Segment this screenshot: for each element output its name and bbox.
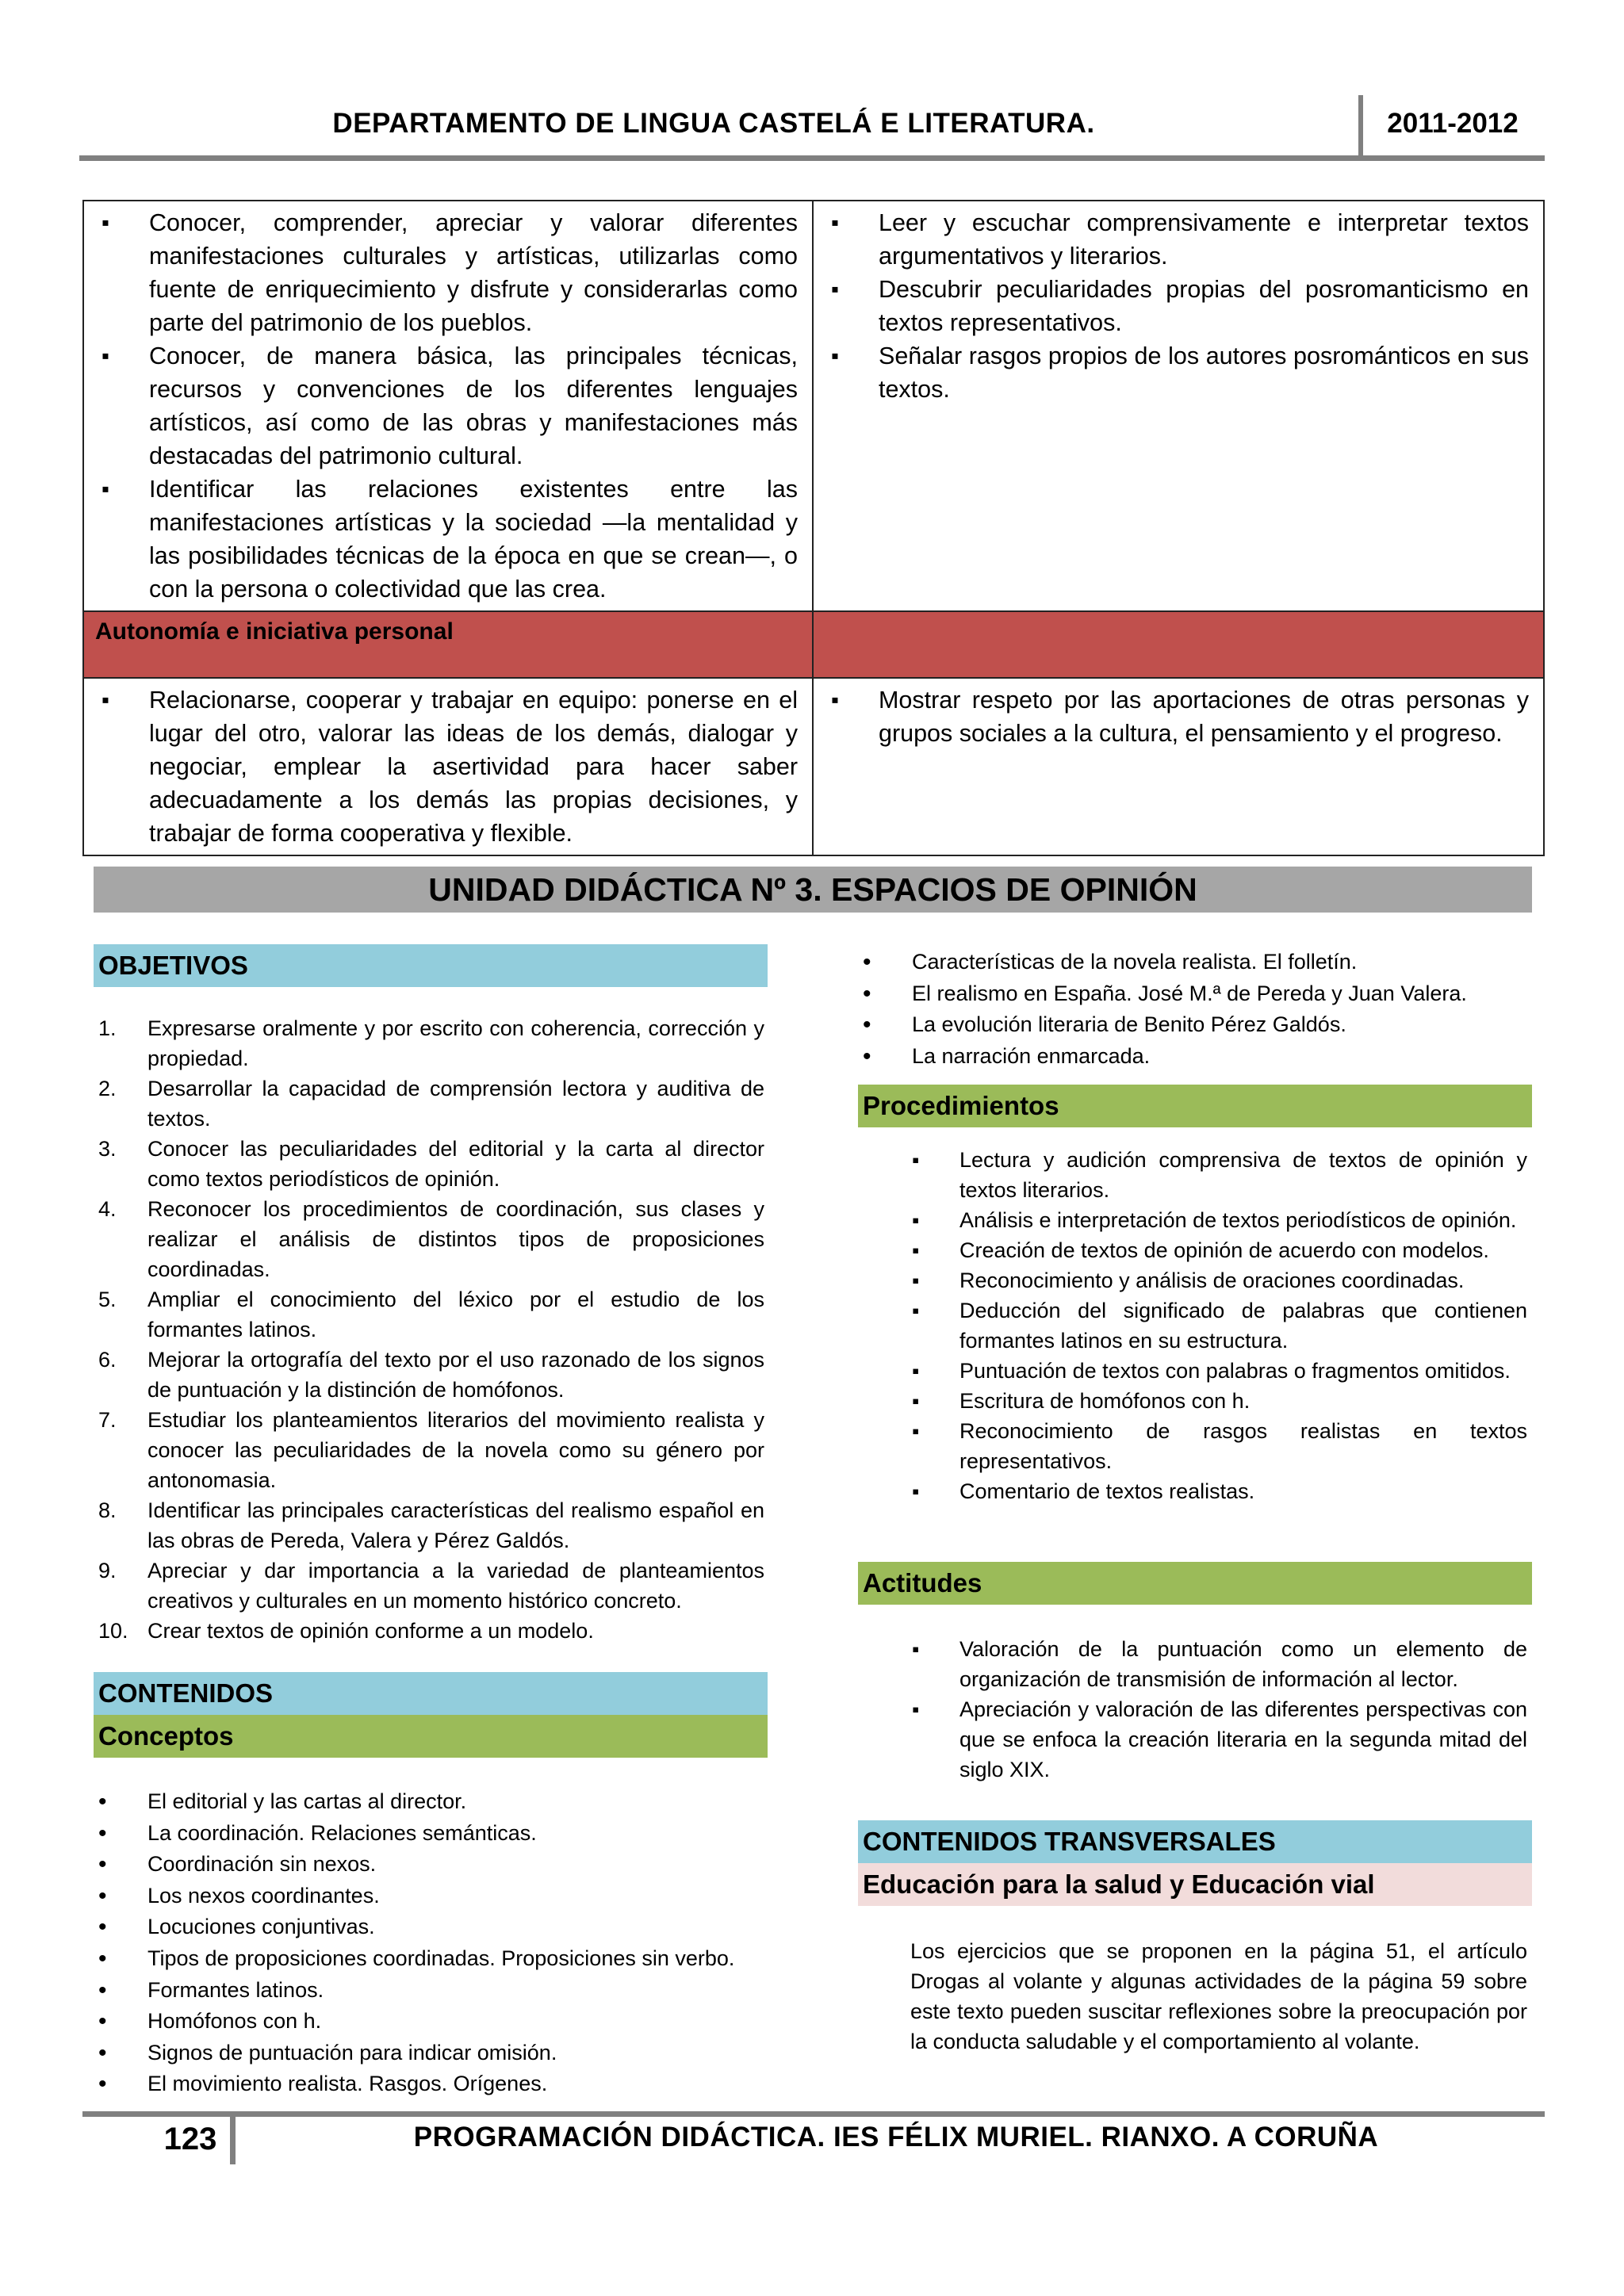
- document-header-title: DEPARTAMENTO DE LINGUA CASTELÁ E LITERATURA.: [332, 108, 1095, 139]
- list-item: ▪ Relacionarse, cooperar y trabajar en equipo: ponerse en el lugar del otro, valorar las ideas de los demás, dialogar y negociar, emplear la asertividad para hacer saber adecuadamente a los demás las propias decisiones, y trabajar de forma cooperativa y flexible.: [98, 683, 798, 850]
- procedimientos-list-container: [912, 1145, 1527, 1506]
- list-item: • Características de la novela realista. El folletín.: [858, 947, 1532, 978]
- list-item: • La evolución literaria de Benito Pérez Galdós.: [858, 1009, 1532, 1041]
- list-item: ▪ Lectura y audición comprensiva de textos de opinión y textos literarios.: [912, 1145, 1527, 1205]
- list-item: ▪ Mostrar respeto por las aportaciones de otras personas y grupos sociales a la cultura, el pensamiento y el progreso.: [828, 683, 1529, 750]
- conceptos-cont-list: [858, 947, 1532, 1072]
- list-item: ▪ Descubrir peculiaridades propias del posromanticismo en textos representativos.: [828, 273, 1529, 339]
- list-item: • Locuciones conjuntivas.: [94, 1911, 764, 1943]
- list-item: 7. Estudiar los planteamientos literarios del movimiento realista y conocer las peculiaridades de la novela como su género por antonomasia.: [98, 1408, 764, 1492]
- list-item: • Coordinación sin nexos.: [94, 1849, 764, 1881]
- section-header-cell-empty: [813, 611, 1544, 678]
- list-item: ▪ Análisis e interpretación de textos periodísticos de opinión.: [912, 1205, 1527, 1235]
- actitudes-list-container: [912, 1634, 1527, 1785]
- list-item: • Formantes latinos.: [94, 1975, 764, 2007]
- list-item: ▪ Reconocimiento y análisis de oraciones coordinadas.: [912, 1265, 1527, 1295]
- list-item: ▪ Conocer, comprender, apreciar y valorar diferentes manifestaciones culturales y artísticas, utilizarlas como fuente de enriquecimiento y disfrute y considerarlas como parte del patrimonio de los pueblos.: [98, 206, 798, 339]
- list-item: ▪ Apreciación y valoración de las diferentes perspectivas con que se enfoca la creación literaria en la segunda mitad del siglo XIX.: [912, 1694, 1527, 1785]
- list-item: ▪ Creación de textos de opinión de acuerdo con modelos.: [912, 1235, 1527, 1265]
- list-item: • El realismo en España. José M.ª de Pereda y Juan Valera.: [858, 978, 1532, 1010]
- table-row: [83, 678, 1544, 855]
- list-item: ▪ Identificar las relaciones existentes entre las manifestaciones artísticas y la sociedad —la mentalidad y las posibilidades técnicas de la época en que se crean—, o con la persona o colectividad que las crea.: [98, 473, 798, 606]
- actitudes-list: [912, 1634, 1527, 1785]
- objetivos-heading: OBJETIVOS: [94, 944, 768, 987]
- list-item: 3. Conocer las peculiaridades del editorial y la carta al director como textos periodísticos de opinión.: [98, 1137, 764, 1191]
- list-item: ▪ Leer y escuchar comprensivamente e interpretar textos argumentativos y literarios.: [828, 206, 1529, 273]
- table-cell: [83, 201, 813, 611]
- list-item: 1. Expresarse oralmente y por escrito con coherencia, corrección y propiedad.: [98, 1016, 764, 1070]
- list-item: • La narración enmarcada.: [858, 1041, 1532, 1073]
- actitudes-heading: Actitudes: [858, 1562, 1532, 1605]
- procedimientos-heading: Procedimientos: [858, 1085, 1532, 1127]
- objetivos-list-container: [94, 1013, 764, 1646]
- list-item: ▪ Valoración de la puntuación como un elemento de organización de transmisión de información al lector.: [912, 1634, 1527, 1694]
- unit-title: UNIDAD DIDÁCTICA Nº 3. ESPACIOS DE OPINIÓN: [94, 867, 1532, 913]
- conceptos-heading: Conceptos: [94, 1715, 768, 1758]
- competence-table: [82, 200, 1545, 856]
- list-item: • Tipos de proposiciones coordinadas. Proposiciones sin verbo.: [94, 1943, 764, 1975]
- list-item: ▪ Escritura de homófonos con h.: [912, 1386, 1527, 1416]
- contenidos-heading: CONTENIDOS: [94, 1672, 768, 1715]
- table-row: [83, 201, 1544, 611]
- list-item: ▪ Deducción del significado de palabras que contienen formantes latinos en su estructura.: [912, 1295, 1527, 1356]
- bullet-list: [98, 683, 798, 850]
- table-cell: [83, 678, 813, 855]
- bullet-list: [828, 683, 1529, 750]
- transversales-subheading: Educación para la salud y Educación vial: [858, 1863, 1532, 1906]
- footer-rule: [82, 2111, 1545, 2117]
- header-rule: [79, 155, 1545, 161]
- list-item: • El editorial y las cartas al director.: [94, 1786, 764, 1818]
- list-item: 4. Reconocer los procedimientos de coordinación, sus clases y realizar el análisis de distintos tipos de proposiciones coordinadas.: [98, 1197, 764, 1281]
- list-item: 5. Ampliar el conocimiento del léxico por el estudio de los formantes latinos.: [98, 1288, 764, 1341]
- list-item: ▪ Reconocimiento de rasgos realistas en textos representativos.: [912, 1416, 1527, 1476]
- list-item: 2. Desarrollar la capacidad de comprensión lectora y auditiva de textos.: [98, 1077, 764, 1131]
- bullet-list: [98, 206, 798, 606]
- list-item: • El movimiento realista. Rasgos. Orígenes.: [94, 2068, 764, 2100]
- list-item: 9. Apreciar y dar importancia a la variedad de planteamientos creativos y culturales en un momento histórico concreto.: [98, 1559, 764, 1613]
- list-item: • Los nexos coordinantes.: [94, 1881, 764, 1912]
- list-item: ▪ Puntuación de textos con palabras o fragmentos omitidos.: [912, 1356, 1527, 1386]
- conceptos-cont-container: [858, 947, 1532, 1072]
- bullet-list: [828, 206, 1529, 406]
- conceptos-list-container: [94, 1786, 764, 2100]
- list-item: 10. Crear textos de opinión conforme a un modelo.: [98, 1619, 594, 1643]
- table-cell: [813, 678, 1544, 855]
- section-header-cell: Autonomía e iniciativa personal: [83, 611, 813, 678]
- document-header-year: 2011-2012: [1387, 108, 1519, 139]
- list-item: 6. Mejorar la ortografía del texto por el uso razonado de los signos de puntuación y la distinción de homófonos.: [98, 1348, 764, 1402]
- list-item: • La coordinación. Relaciones semánticas.: [94, 1818, 764, 1850]
- list-item: 8. Identificar las principales características del realismo español en las obras de Pereda, Valera y Pérez Galdós.: [98, 1498, 764, 1552]
- footer-title: PROGRAMACIÓN DIDÁCTICA. IES FÉLIX MURIEL. RIANXO. A CORUÑA: [413, 2122, 1379, 2152]
- table-section-row: [83, 611, 1544, 678]
- list-item: • Signos de puntuación para indicar omisión.: [94, 2038, 764, 2069]
- list-item: ▪ Comentario de textos realistas.: [912, 1476, 1527, 1506]
- list-item: ▪ Conocer, de manera básica, las principales técnicas, recursos y convenciones de los diferentes lenguajes artísticos, así como de las obras y manifestaciones más destacadas del patrimonio cultural.: [98, 339, 798, 473]
- table-cell: [813, 201, 1544, 611]
- list-item: • Homófonos con h.: [94, 2006, 764, 2038]
- page-number: 123: [163, 2122, 217, 2156]
- list-item: ▪ Señalar rasgos propios de los autores posrománticos en sus textos.: [828, 339, 1529, 406]
- conceptos-list: [94, 1786, 764, 2100]
- procedimientos-list: [912, 1145, 1527, 1506]
- objetivos-list: [94, 1013, 764, 1646]
- transversales-heading: CONTENIDOS TRANSVERSALES: [858, 1820, 1532, 1863]
- transversales-paragraph: Los ejercicios que se proponen en la página 51, el artículo Drogas al volante y algunas actividades de la página 59 sobre este texto pueden suscitar reflexiones sobre la preocupación por la conducta saludable y el comportamiento al volante.: [910, 1939, 1527, 2053]
